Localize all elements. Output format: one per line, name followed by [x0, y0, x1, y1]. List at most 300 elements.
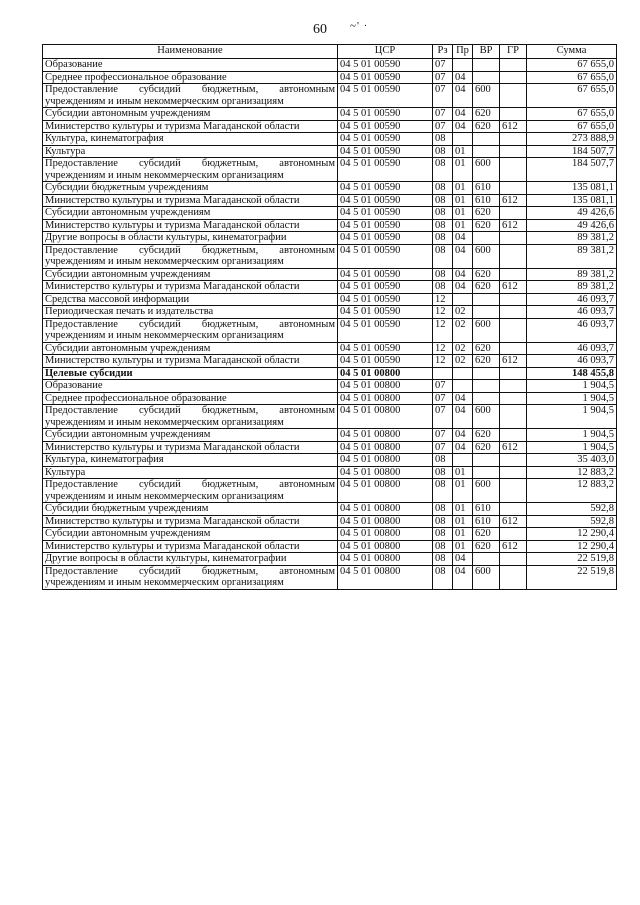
cell-sum: 46 093,7 — [527, 355, 617, 368]
cell-csr: 04 5 01 00800 — [338, 553, 433, 566]
cell-pr: 04 — [453, 565, 473, 589]
cell-csr: 04 5 01 00590 — [338, 133, 433, 146]
cell-gr — [500, 293, 527, 306]
table-row — [43, 380, 617, 393]
cell-rz: 07 — [433, 380, 453, 393]
cell-vr: 610 — [473, 515, 500, 528]
cell-gr — [500, 182, 527, 195]
cell-csr: 04 5 01 00590 — [338, 232, 433, 245]
cell-vr: 600 — [473, 244, 500, 268]
cell-pr: 01 — [453, 145, 473, 158]
cell-csr: 04 5 01 00590 — [338, 281, 433, 294]
cell-gr — [500, 392, 527, 405]
header-row — [43, 45, 617, 59]
cell-csr: 04 5 01 00590 — [338, 108, 433, 121]
cell-vr — [473, 71, 500, 84]
cell-name: Средства массовой информации — [43, 293, 338, 306]
cell-gr: 612 — [500, 355, 527, 368]
cell-vr: 620 — [473, 268, 500, 281]
cell-rz: 08 — [433, 158, 453, 182]
cell-vr: 620 — [473, 120, 500, 133]
cell-pr: 01 — [453, 503, 473, 516]
cell-csr: 04 5 01 00590 — [338, 244, 433, 268]
cell-sum: 273 888,9 — [527, 133, 617, 146]
cell-sum: 12 883,2 — [527, 479, 617, 503]
cell-pr: 01 — [453, 515, 473, 528]
cell-csr: 04 5 01 00800 — [338, 441, 433, 454]
cell-gr — [500, 158, 527, 182]
cell-sum: 46 093,7 — [527, 293, 617, 306]
cell-gr — [500, 84, 527, 108]
table-row — [43, 71, 617, 84]
cell-pr: 01 — [453, 158, 473, 182]
cell-name: Предоставление субсидий бюджетным, автономным учреждениям и иным некоммерческим организациям — [43, 479, 338, 503]
cell-rz: 08 — [433, 515, 453, 528]
table-row — [43, 281, 617, 294]
cell-name: Предоставление субсидий бюджетным, автономным учреждениям и иным некоммерческим организациям — [43, 84, 338, 108]
cell-pr: 01 — [453, 479, 473, 503]
table-row — [43, 158, 617, 182]
cell-sum: 67 655,0 — [527, 84, 617, 108]
cell-sum: 1 904,5 — [527, 380, 617, 393]
cell-csr: 04 5 01 00590 — [338, 293, 433, 306]
cell-vr — [473, 392, 500, 405]
cell-name: Культура — [43, 145, 338, 158]
cell-name: Министерство культуры и туризма Магаданской области — [43, 355, 338, 368]
cell-sum: 592,8 — [527, 503, 617, 516]
table-row — [43, 207, 617, 220]
table-row — [43, 454, 617, 467]
table-row — [43, 342, 617, 355]
cell-vr: 620 — [473, 342, 500, 355]
table-row — [43, 367, 617, 380]
table-row — [43, 405, 617, 429]
cell-rz: 08 — [433, 281, 453, 294]
cell-rz: 08 — [433, 219, 453, 232]
cell-name: Предоставление субсидий бюджетным, автономным учреждениям и иным некоммерческим организациям — [43, 244, 338, 268]
cell-rz: 08 — [433, 565, 453, 589]
cell-pr: 02 — [453, 342, 473, 355]
cell-vr — [473, 380, 500, 393]
table-row — [43, 133, 617, 146]
cell-gr — [500, 207, 527, 220]
cell-rz: 08 — [433, 207, 453, 220]
cell-pr: 01 — [453, 219, 473, 232]
cell-name: Предоставление субсидий бюджетным, автономным учреждениям и иным некоммерческим организациям — [43, 565, 338, 589]
cell-pr: 04 — [453, 268, 473, 281]
cell-name: Министерство культуры и туризма Магаданской области — [43, 194, 338, 207]
cell-sum: 67 655,0 — [527, 120, 617, 133]
cell-rz: 07 — [433, 120, 453, 133]
cell-vr: 620 — [473, 441, 500, 454]
cell-sum: 49 426,6 — [527, 207, 617, 220]
cell-sum: 148 455,8 — [527, 367, 617, 380]
cell-gr: 612 — [500, 194, 527, 207]
cell-pr: 02 — [453, 355, 473, 368]
cell-csr: 04 5 01 00800 — [338, 503, 433, 516]
cell-sum: 135 081,1 — [527, 194, 617, 207]
cell-name: Субсидии автономным учреждениям — [43, 207, 338, 220]
cell-pr — [453, 59, 473, 72]
cell-gr — [500, 380, 527, 393]
cell-rz: 08 — [433, 268, 453, 281]
cell-name: Субсидии автономным учреждениям — [43, 342, 338, 355]
table-row — [43, 120, 617, 133]
cell-rz: 08 — [433, 503, 453, 516]
cell-rz: 07 — [433, 429, 453, 442]
cell-vr: 620 — [473, 355, 500, 368]
cell-vr: 620 — [473, 528, 500, 541]
table-row — [43, 466, 617, 479]
cell-rz: 08 — [433, 479, 453, 503]
cell-csr: 04 5 01 00800 — [338, 528, 433, 541]
cell-pr: 04 — [453, 281, 473, 294]
table-row — [43, 515, 617, 528]
cell-name: Среднее профессиональное образование — [43, 392, 338, 405]
cell-sum: 67 655,0 — [527, 59, 617, 72]
cell-csr: 04 5 01 00590 — [338, 71, 433, 84]
cell-gr — [500, 565, 527, 589]
table-row — [43, 565, 617, 589]
cell-name: Субсидии автономным учреждениям — [43, 268, 338, 281]
cell-name: Предоставление субсидий бюджетным, автономным учреждениям и иным некоммерческим организациям — [43, 318, 338, 342]
cell-pr: 04 — [453, 108, 473, 121]
cell-csr: 04 5 01 00800 — [338, 540, 433, 553]
cell-pr: 04 — [453, 120, 473, 133]
cell-gr: 612 — [500, 515, 527, 528]
table-row — [43, 528, 617, 541]
cell-vr — [473, 133, 500, 146]
cell-sum: 1 904,5 — [527, 392, 617, 405]
header-vr: ВР — [473, 45, 500, 59]
cell-csr: 04 5 01 00590 — [338, 207, 433, 220]
cell-gr — [500, 405, 527, 429]
cell-name: Субсидии автономным учреждениям — [43, 528, 338, 541]
cell-vr: 620 — [473, 281, 500, 294]
cell-csr: 04 5 01 00590 — [338, 342, 433, 355]
cell-rz: 08 — [433, 553, 453, 566]
cell-sum: 46 093,7 — [527, 306, 617, 319]
cell-sum: 35 403,0 — [527, 454, 617, 467]
cell-name: Образование — [43, 59, 338, 72]
header-csr: ЦСР — [338, 45, 433, 59]
cell-sum: 46 093,7 — [527, 342, 617, 355]
cell-sum: 67 655,0 — [527, 71, 617, 84]
header-name: Наименование — [43, 45, 338, 59]
cell-name: Другие вопросы в области культуры, кинематографии — [43, 553, 338, 566]
cell-pr: 01 — [453, 194, 473, 207]
cell-rz: 07 — [433, 441, 453, 454]
cell-rz: 07 — [433, 392, 453, 405]
cell-rz: 07 — [433, 108, 453, 121]
cell-sum: 89 381,2 — [527, 281, 617, 294]
cell-pr: 04 — [453, 232, 473, 245]
cell-pr: 04 — [453, 441, 473, 454]
table-row — [43, 108, 617, 121]
table-row — [43, 232, 617, 245]
cell-pr: 04 — [453, 84, 473, 108]
cell-csr: 04 5 01 00800 — [338, 479, 433, 503]
cell-vr: 600 — [473, 405, 500, 429]
cell-rz: 12 — [433, 306, 453, 319]
cell-name: Предоставление субсидий бюджетным, автономным учреждениям и иным некоммерческим организациям — [43, 158, 338, 182]
cell-vr — [473, 454, 500, 467]
table-row — [43, 268, 617, 281]
table-row — [43, 429, 617, 442]
cell-vr — [473, 232, 500, 245]
cell-sum: 1 904,5 — [527, 429, 617, 442]
cell-vr — [473, 466, 500, 479]
cell-sum: 12 290,4 — [527, 540, 617, 553]
cell-csr: 04 5 01 00800 — [338, 466, 433, 479]
cell-sum: 49 426,6 — [527, 219, 617, 232]
cell-csr: 04 5 01 00800 — [338, 429, 433, 442]
table-body — [43, 59, 617, 590]
cell-csr: 04 5 01 00800 — [338, 454, 433, 467]
cell-gr — [500, 108, 527, 121]
cell-vr: 620 — [473, 540, 500, 553]
cell-gr — [500, 367, 527, 380]
cell-vr: 600 — [473, 318, 500, 342]
cell-gr — [500, 528, 527, 541]
cell-rz: 07 — [433, 405, 453, 429]
cell-sum: 89 381,2 — [527, 244, 617, 268]
cell-sum: 1 904,5 — [527, 405, 617, 429]
cell-vr: 620 — [473, 429, 500, 442]
header-gr: ГР — [500, 45, 527, 59]
cell-gr: 612 — [500, 540, 527, 553]
cell-csr: 04 5 01 00800 — [338, 367, 433, 380]
cell-rz: 08 — [433, 454, 453, 467]
cell-name: Субсидии бюджетным учреждениям — [43, 503, 338, 516]
cell-pr: 04 — [453, 244, 473, 268]
cell-gr — [500, 342, 527, 355]
cell-csr: 04 5 01 00590 — [338, 194, 433, 207]
cell-pr: 04 — [453, 405, 473, 429]
cell-vr: 600 — [473, 84, 500, 108]
cell-rz: 08 — [433, 244, 453, 268]
table-row — [43, 318, 617, 342]
cell-sum: 46 093,7 — [527, 318, 617, 342]
header-pr: Пр — [453, 45, 473, 59]
cell-sum: 184 507,7 — [527, 145, 617, 158]
cell-sum: 22 519,8 — [527, 553, 617, 566]
cell-pr: 02 — [453, 306, 473, 319]
cell-sum: 592,8 — [527, 515, 617, 528]
header-rz: Рз — [433, 45, 453, 59]
cell-pr — [453, 133, 473, 146]
cell-gr: 612 — [500, 441, 527, 454]
cell-pr — [453, 454, 473, 467]
table-row — [43, 219, 617, 232]
cell-rz: 12 — [433, 293, 453, 306]
cell-gr — [500, 306, 527, 319]
page-number: 60 — [313, 22, 327, 37]
cell-pr: 01 — [453, 540, 473, 553]
cell-gr — [500, 145, 527, 158]
cell-name: Министерство культуры и туризма Магаданской области — [43, 281, 338, 294]
cell-csr: 04 5 01 00590 — [338, 145, 433, 158]
table-row — [43, 84, 617, 108]
cell-vr: 610 — [473, 182, 500, 195]
cell-csr: 04 5 01 00590 — [338, 268, 433, 281]
cell-gr — [500, 71, 527, 84]
cell-pr: 01 — [453, 528, 473, 541]
cell-csr: 04 5 01 00590 — [338, 318, 433, 342]
cell-gr: 612 — [500, 281, 527, 294]
table-row — [43, 145, 617, 158]
cell-gr — [500, 244, 527, 268]
table-row — [43, 392, 617, 405]
cell-rz: 07 — [433, 71, 453, 84]
cell-sum: 135 081,1 — [527, 182, 617, 195]
cell-vr — [473, 367, 500, 380]
budget-table — [42, 44, 617, 590]
table-row — [43, 293, 617, 306]
cell-name: Культура — [43, 466, 338, 479]
cell-gr — [500, 429, 527, 442]
cell-name: Другие вопросы в области культуры, кинематографии — [43, 232, 338, 245]
cell-sum: 67 655,0 — [527, 108, 617, 121]
cell-gr: 612 — [500, 120, 527, 133]
table-row — [43, 182, 617, 195]
cell-rz: 08 — [433, 540, 453, 553]
cell-gr — [500, 503, 527, 516]
cell-vr — [473, 553, 500, 566]
cell-name: Субсидии автономным учреждениям — [43, 108, 338, 121]
cell-gr — [500, 59, 527, 72]
cell-gr — [500, 553, 527, 566]
cell-vr — [473, 306, 500, 319]
cell-vr — [473, 145, 500, 158]
cell-gr — [500, 318, 527, 342]
cell-csr: 04 5 01 00800 — [338, 392, 433, 405]
cell-rz: 12 — [433, 342, 453, 355]
table-row — [43, 306, 617, 319]
cell-name: Субсидии автономным учреждениям — [43, 429, 338, 442]
cell-csr: 04 5 01 00590 — [338, 219, 433, 232]
cell-pr: 04 — [453, 392, 473, 405]
cell-sum: 184 507,7 — [527, 158, 617, 182]
cell-gr — [500, 133, 527, 146]
cell-rz: 07 — [433, 84, 453, 108]
cell-rz: 08 — [433, 528, 453, 541]
cell-gr: 612 — [500, 219, 527, 232]
cell-name: Министерство культуры и туризма Магаданской области — [43, 120, 338, 133]
header-sum: Сумма — [527, 45, 617, 59]
cell-pr: 04 — [453, 553, 473, 566]
cell-rz: 07 — [433, 59, 453, 72]
cell-vr: 600 — [473, 479, 500, 503]
cell-rz: 12 — [433, 318, 453, 342]
cell-rz: 08 — [433, 194, 453, 207]
table-row — [43, 244, 617, 268]
cell-pr — [453, 293, 473, 306]
cell-csr: 04 5 01 00590 — [338, 355, 433, 368]
table-row — [43, 441, 617, 454]
cell-sum: 12 290,4 — [527, 528, 617, 541]
cell-csr: 04 5 01 00590 — [338, 306, 433, 319]
table-row — [43, 553, 617, 566]
cell-rz: 08 — [433, 466, 453, 479]
cell-name: Образование — [43, 380, 338, 393]
cell-vr: 620 — [473, 219, 500, 232]
cell-name: Целевые субсидии — [43, 367, 338, 380]
cell-csr: 04 5 01 00800 — [338, 515, 433, 528]
cell-vr: 620 — [473, 108, 500, 121]
cell-vr: 610 — [473, 194, 500, 207]
cell-vr — [473, 293, 500, 306]
cell-vr: 600 — [473, 565, 500, 589]
cell-name: Культура, кинематография — [43, 133, 338, 146]
cell-csr: 04 5 01 00800 — [338, 565, 433, 589]
cell-gr — [500, 466, 527, 479]
cell-vr: 600 — [473, 158, 500, 182]
cell-vr: 610 — [473, 503, 500, 516]
cell-pr: 04 — [453, 71, 473, 84]
cell-pr: 01 — [453, 207, 473, 220]
table-row — [43, 540, 617, 553]
cell-name: Министерство культуры и туризма Магаданской области — [43, 515, 338, 528]
cell-pr: 02 — [453, 318, 473, 342]
cell-name: Культура, кинематография — [43, 454, 338, 467]
cell-gr — [500, 454, 527, 467]
cell-sum: 12 883,2 — [527, 466, 617, 479]
cell-name: Предоставление субсидий бюджетным, автономным учреждениям и иным некоммерческим организациям — [43, 405, 338, 429]
cell-pr: 01 — [453, 182, 473, 195]
cell-rz: 08 — [433, 145, 453, 158]
cell-name: Периодическая печать и издательства — [43, 306, 338, 319]
cell-csr: 04 5 01 00590 — [338, 59, 433, 72]
page-mark: ~' · — [350, 20, 369, 32]
cell-csr: 04 5 01 00800 — [338, 405, 433, 429]
cell-sum: 1 904,5 — [527, 441, 617, 454]
cell-pr: 01 — [453, 466, 473, 479]
cell-csr: 04 5 01 00590 — [338, 120, 433, 133]
cell-pr — [453, 380, 473, 393]
cell-name: Министерство культуры и туризма Магаданской области — [43, 540, 338, 553]
table-row — [43, 503, 617, 516]
cell-name: Среднее профессиональное образование — [43, 71, 338, 84]
cell-vr: 620 — [473, 207, 500, 220]
cell-gr — [500, 232, 527, 245]
table-row — [43, 194, 617, 207]
cell-name: Субсидии бюджетным учреждениям — [43, 182, 338, 195]
cell-vr — [473, 59, 500, 72]
cell-csr: 04 5 01 00590 — [338, 182, 433, 195]
cell-rz — [433, 367, 453, 380]
cell-gr — [500, 268, 527, 281]
cell-csr: 04 5 01 00590 — [338, 158, 433, 182]
cell-csr: 04 5 01 00590 — [338, 84, 433, 108]
cell-sum: 22 519,8 — [527, 565, 617, 589]
cell-rz: 08 — [433, 133, 453, 146]
table-row — [43, 479, 617, 503]
cell-pr: 04 — [453, 429, 473, 442]
cell-name: Министерство культуры и туризма Магаданской области — [43, 219, 338, 232]
cell-name: Министерство культуры и туризма Магаданской области — [43, 441, 338, 454]
cell-rz: 12 — [433, 355, 453, 368]
cell-gr — [500, 479, 527, 503]
table-row — [43, 355, 617, 368]
cell-rz: 08 — [433, 232, 453, 245]
cell-csr: 04 5 01 00800 — [338, 380, 433, 393]
cell-pr — [453, 367, 473, 380]
table-row — [43, 59, 617, 72]
cell-sum: 89 381,2 — [527, 232, 617, 245]
cell-rz: 08 — [433, 182, 453, 195]
cell-sum: 89 381,2 — [527, 268, 617, 281]
